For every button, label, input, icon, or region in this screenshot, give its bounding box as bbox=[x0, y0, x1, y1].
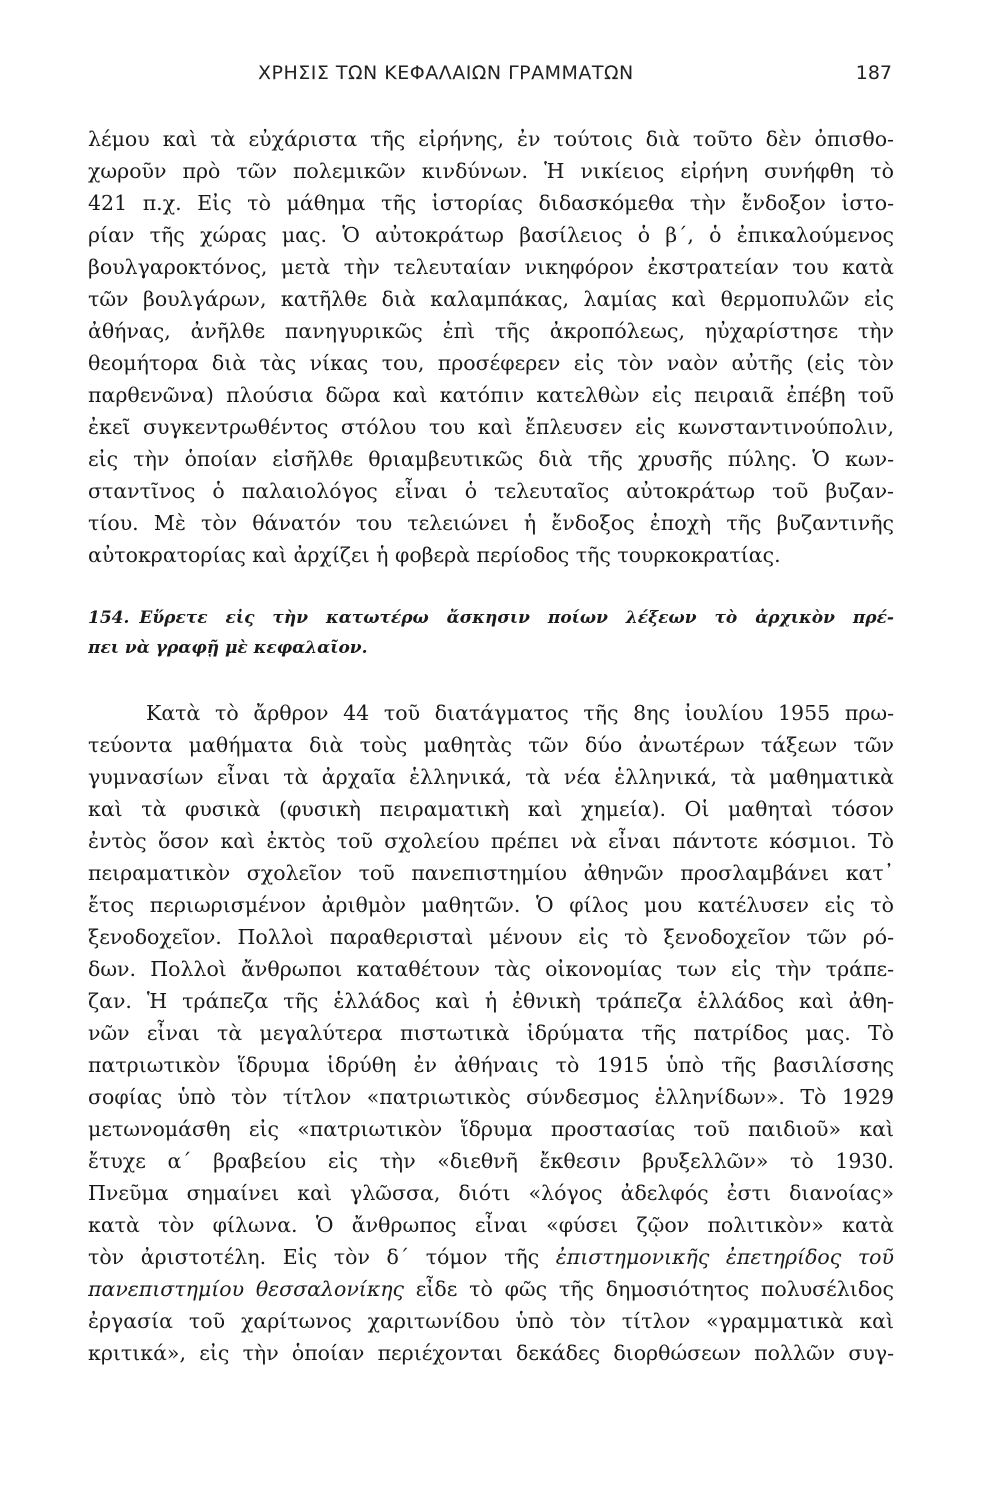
running-title: ΧΡΗΣΙΣ ΤΩΝ ΚΕΦΑΛΑΙΩΝ ΓΡΑΜΜΑΤΩΝ bbox=[258, 62, 634, 84]
text-line: νῶν εἶναι τὰ μεγαλύτερα πιστωτικὰ ἱδρύματα τῆς πατρίδος μας. Τὸ bbox=[88, 1021, 894, 1045]
text-line: μετωνομάσθη εἰς «πατριωτικὸν ἵδρυμα προστασίας τοῦ παιδιοῦ» καὶ bbox=[88, 1117, 894, 1141]
text-line: ἀθήνας, ἀνῆλθε πανηγυρικῶς ἐπὶ τῆς ἀκροπόλεως, ηὐχαρίστησε τὴν bbox=[88, 319, 894, 343]
text-line-with-italic-title bbox=[88, 1241, 894, 1273]
text-line: τίου. Μὲ τὸν θάνατόν του τελειώνει ἡ ἔνδοξος ἐποχὴ τῆς βυζαντινῆς bbox=[88, 511, 894, 535]
text-segment: εἶδε τὸ φῶς τῆς δημοσιότητος πολυσέλιδος bbox=[404, 1277, 894, 1301]
text-line: σταντῖνος ὁ παλαιολόγος εἶναι ὁ τελευταῖος αὐτοκράτωρ τοῦ βυζαν- bbox=[88, 479, 894, 503]
italic-title-segment: ἐπιστημονικῆς ἐπετηρίδος τοῦ bbox=[555, 1245, 894, 1269]
text-line: παρθενῶνα) πλούσια δῶρα καὶ κατόπιν κατελθὼν εἰς πειραιᾶ ἐπέβη τοῦ bbox=[88, 383, 894, 407]
text-line-with-italic-title bbox=[88, 1273, 894, 1305]
text-line: αὐτοκρατορίας καὶ ἀρχίζει ἡ φοβερὰ περίοδος τῆς τουρκοκρατίας. bbox=[88, 543, 781, 567]
text-line: λέμου καὶ τὰ εὐχάριστα τῆς εἰρήνης, ἐν τούτοις διὰ τοῦτο δὲν ὀπισθο- bbox=[88, 127, 894, 151]
exercise-line bbox=[88, 603, 894, 633]
text-line: ἔτυχε α΄ βραβείου εἰς τὴν «διεθνῆ ἔκθεσιν βρυξελλῶν» τὸ 1930. bbox=[88, 1149, 894, 1173]
italic-title-segment: πανεπιστημίου θεσσαλονίκης bbox=[88, 1277, 405, 1301]
text-line: κατὰ τὸν φίλωνα. Ὁ ἄνθρωπος εἶναι «φύσει ζῷον πολιτικὸν» κατὰ bbox=[88, 1213, 894, 1237]
text-line: θεομήτορα διὰ τὰς νίκας του, προσέφερεν εἰς τὸν ναὸν αὐτῆς (εἰς τὸν bbox=[88, 351, 894, 375]
exercise-instruction: Εὕρετε εἰς τὴν κατωτέρω ἄσκησιν ποίων λέξεων τὸ ἀρχικὸν πρέ- bbox=[139, 608, 894, 628]
text-line: τεύοντα μαθήματα διὰ τοὺς μαθητὰς τῶν δύο ἀνωτέρων τάξεων τῶν bbox=[88, 733, 894, 757]
text-line: πειραματικὸν σχολεῖον τοῦ πανεπιστημίου ἀθηνῶν προσλαμβάνει κατ᾿ bbox=[88, 861, 894, 885]
text-line: χωροῦν πρὸ τῶν πολεμικῶν κινδύνων. Ἡ νικίειος εἰρήνη συνήφθη τὸ bbox=[88, 159, 894, 183]
text-line: εἰς τὴν ὁποίαν εἰσῆλθε θριαμβευτικῶς διὰ τῆς χρυσῆς πύλης. Ὁ κων- bbox=[88, 447, 894, 471]
exercise-line: πει νὰ γραφῇ μὲ κεφαλαῖον. bbox=[88, 638, 368, 658]
text-line: ἔτος περιωρισμένον ἀριθμὸν μαθητῶν. Ὁ φίλος μου κατέλυσεν εἰς τὸ bbox=[88, 893, 894, 917]
text-line: ρίαν τῆς χώρας μας. Ὁ αὐτοκράτωρ βασίλειος ὁ β΄, ὁ ἐπικαλούμενος bbox=[88, 223, 894, 247]
exercise-text bbox=[88, 697, 894, 1369]
text-line: σοφίας ὑπὸ τὸν τίτλον «πατριωτικὸς σύνδεσμος ἑλληνίδων». Τὸ 1929 bbox=[88, 1085, 894, 1109]
text-line: πατριωτικὸν ἵδρυμα ἱδρύθη ἐν ἀθήναις τὸ 1915 ὑπὸ τῆς βασιλίσσης bbox=[88, 1053, 894, 1077]
text-line: Κατὰ τὸ ἄρθρον 44 τοῦ διατάγματος τῆς 8ης ἰουλίου 1955 πρω- bbox=[146, 701, 894, 725]
text-line: ἐντὸς ὅσον καὶ ἐκτὸς τοῦ σχολείου πρέπει νὰ εἶναι πάντοτε κόσμιοι. Τὸ bbox=[88, 829, 894, 853]
text-segment: τὸν ἀριστοτέλη. Εἰς τὸν δ΄ τόμον τῆς bbox=[88, 1245, 540, 1269]
text-line: ζαν. Ἡ τράπεζα τῆς ἑλλάδος καὶ ἡ ἐθνικὴ τράπεζα ἑλλάδος καὶ ἀθη- bbox=[88, 989, 894, 1013]
page-header bbox=[258, 62, 892, 92]
text-line: ἐργασία τοῦ χαρίτωνος χαριτωνίδου ὑπὸ τὸν τίτλον «γραμματικὰ καὶ bbox=[88, 1309, 894, 1333]
text-line: τῶν βουλγάρων, κατῆλθε διὰ καλαμπάκας, λαμίας καὶ θερμοπυλῶν εἰς bbox=[88, 287, 894, 311]
page-number: 187 bbox=[855, 62, 892, 84]
text-line: δων. Πολλοὶ ἄνθρωποι καταθέτουν τὰς οἰκονομίας των εἰς τὴν τράπε- bbox=[88, 957, 894, 981]
text-line: κριτικά», εἰς τὴν ὁποίαν περιέχονται δεκάδες διορθώσεων πολλῶν συγ- bbox=[88, 1341, 894, 1365]
text-line: 421 π.χ. Εἰς τὸ μάθημα τῆς ἱστορίας διδασκόμεθα τὴν ἔνδοξον ἱστο- bbox=[88, 191, 894, 215]
text-line: καὶ τὰ φυσικὰ (φυσικὴ πειραματικὴ καὶ χημεία). Οἱ μαθηταὶ τόσον bbox=[88, 797, 894, 821]
text-line: βουλγαροκτόνος, μετὰ τὴν τελευταίαν νικηφόρον ἐκστρατείαν του κατὰ bbox=[88, 255, 894, 279]
text-line: γυμνασίων εἶναι τὰ ἀρχαῖα ἑλληνικά, τὰ νέα ἑλληνικά, τὰ μαθηματικὰ bbox=[88, 765, 894, 789]
text-line: Πνεῦμα σημαίνει καὶ γλῶσσα, διότι «λόγος ἀδελφός ἐστι διανοίας» bbox=[88, 1181, 894, 1205]
text-line: ἐκεῖ συγκεντρωθέντος στόλου του καὶ ἔπλευσεν εἰς κωνσταντινούπολιν, bbox=[88, 415, 894, 439]
paragraph-continued bbox=[88, 123, 894, 571]
text-line: ξενοδοχεῖον. Πολλοὶ παραθερισταὶ μένουν εἰς τὸ ξενοδοχεῖον τῶν ρό- bbox=[88, 925, 894, 949]
exercise-number: 154. bbox=[88, 608, 130, 628]
exercise-heading bbox=[88, 603, 894, 663]
